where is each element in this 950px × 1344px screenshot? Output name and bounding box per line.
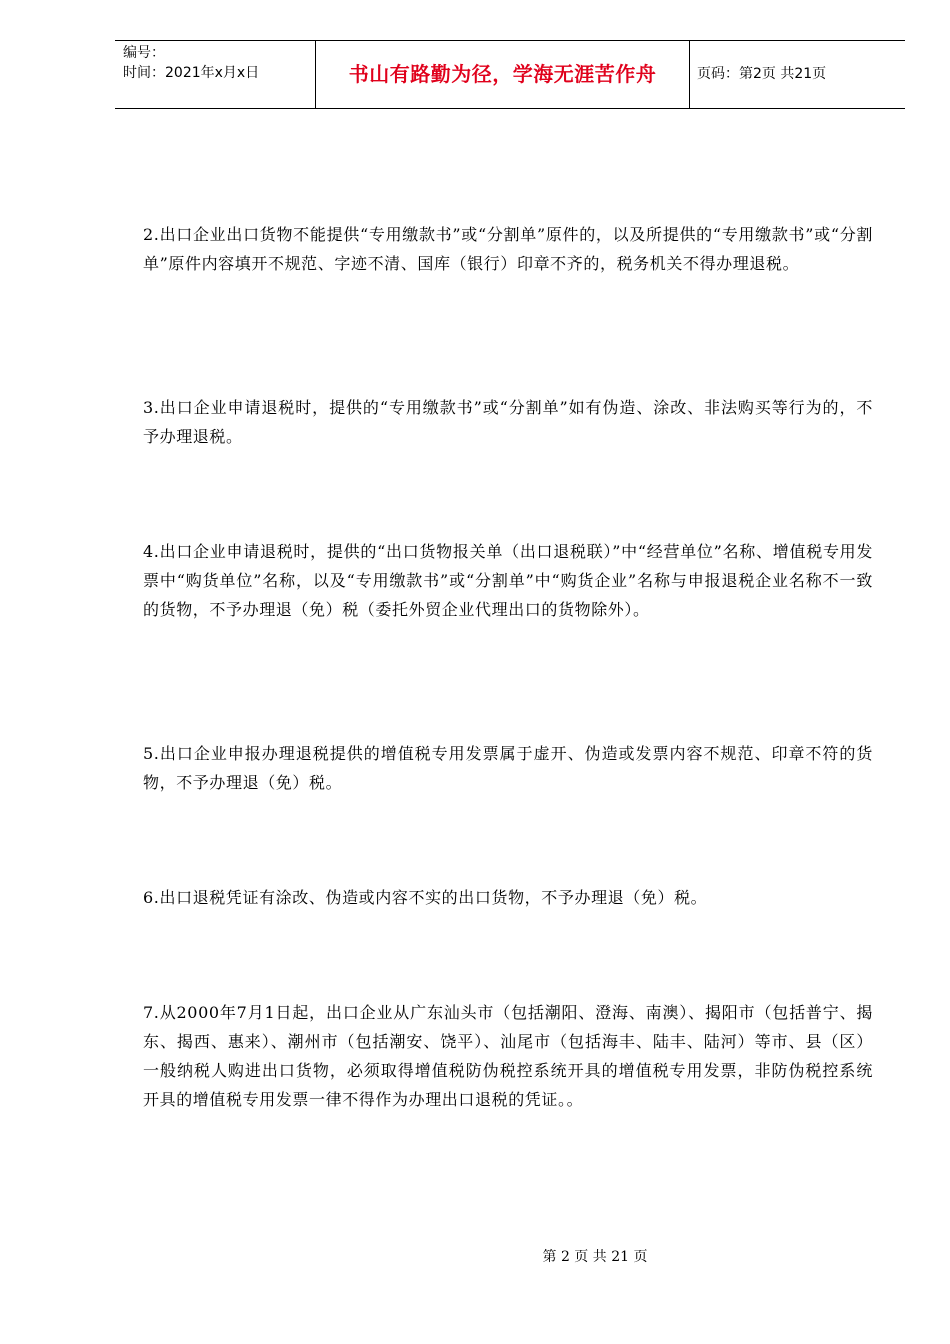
paragraph-item-5: 5.出口企业申报办理退税提供的增值税专用发票属于虚开、伪造或发票内容不规范、印章不符的货物，不予办理退（免）税。 [143, 744, 873, 792]
footer-page-number: 第 2 页 共 21 页 [542, 1249, 648, 1265]
page-header [115, 40, 905, 109]
paragraph-item-6: 6.出口退税凭证有涂改、伪造或内容不实的出口货物，不予办理退（免）税。 [143, 888, 708, 907]
header-page-info: 页码：第2页 共21页 [697, 66, 827, 82]
paragraph-item-2: 2.出口企业出口货物不能提供“专用缴款书”或“分割单”原件的，以及所提供的“专用缴款书”或“分割单”原件内容填开不规范、字迹不清、国库（银行）印章不齐的，税务机关不得办理退税。 [143, 225, 873, 273]
header-motto: 书山有路勤为径，学海无涯苦作舟 [348, 62, 657, 86]
paragraph-item-3: 3.出口企业申请退税时，提供的“专用缴款书”或“分割单”如有伪造、涂改、非法购买等行为的，不予办理退税。 [143, 398, 873, 446]
document-time-label: 时间：2021年x月x日 [123, 65, 260, 81]
header-meta [123, 43, 313, 83]
document-code-label: 编号： [123, 45, 165, 61]
header-divider [689, 41, 690, 108]
paragraph-item-4: 4.出口企业申请退税时，提供的“出口货物报关单（出口退税联）”中“经营单位”名称、增值税专用发票中“购货单位”名称，以及“专用缴款书”或“分割单”中“购货企业”名称与申报退税企业名称不一致的货物，不予办理退（免）税（委托外贸企业代理出口的货物除外）。 [143, 542, 873, 619]
page-footer [0, 1246, 950, 1266]
paragraph-item-7: 7.从2000年7月1日起，出口企业从广东汕头市（包括潮阳、澄海、南澳）、揭阳市（包括普宁、揭东、揭西、惠来）、潮州市（包括潮安、饶平）、汕尾市（包括海丰、陆丰、陆河）等市、县（区）一般纳税人购进出口货物，必须取得增值税防伪税控系统开具的增值税专用发票，非防伪税控系统开具的增值税专用发票一律不得作为办理出口退税的凭证。。 [143, 1003, 873, 1109]
